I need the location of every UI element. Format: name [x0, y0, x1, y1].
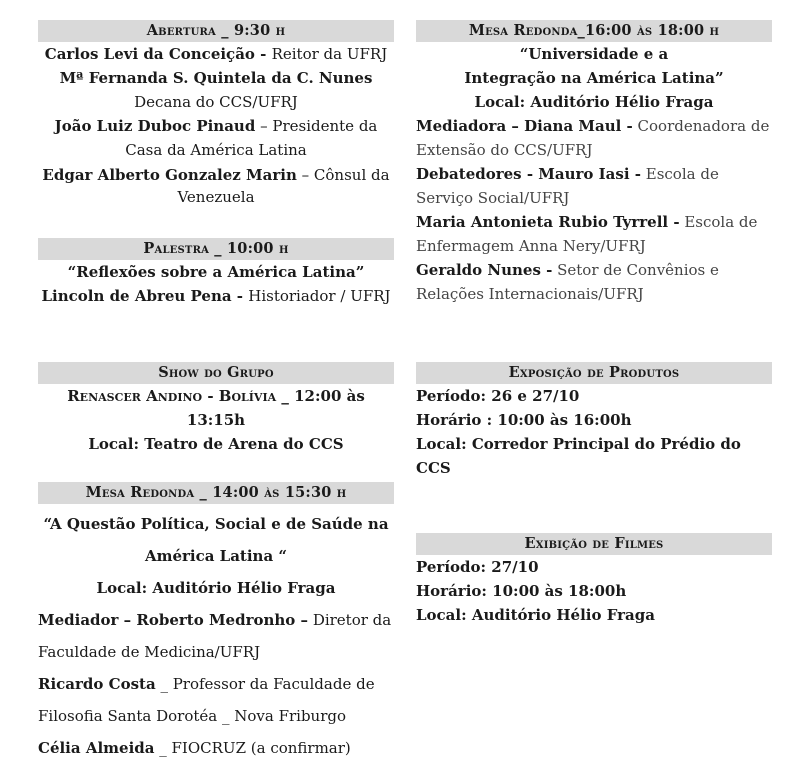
- exposicao-local: Local: Corredor Principal do Prédio do CCS: [416, 435, 741, 477]
- speaker-role: Reitor da UFRJ: [271, 45, 388, 63]
- mesa1-title-2: América Latina “: [144, 547, 288, 565]
- abertura-header: Abertura _ 9:30 h: [38, 20, 394, 42]
- speaker-role: Cônsul da Venezuela: [177, 166, 390, 206]
- mesa1-mediator: Mediador – Roberto Medronho – Diretor da Faculdade de Medicina/UFRJ: [38, 611, 392, 661]
- mesa2-debater: Geraldo Nunes - Setor de Convênios e Relações Internacionais/UFRJ: [416, 261, 719, 303]
- filmes-local: Local: Auditório Hélio Fraga: [416, 606, 655, 624]
- speaker-line: Edgar Alberto Gonzalez Marin – Cônsul da Venezuela: [42, 166, 390, 206]
- mesa2-debater: Maria Antonieta Rubio Tyrrell - Escola de Enfermagem Anna Nery/UFRJ: [416, 213, 758, 255]
- mesa2-section: [416, 20, 772, 306]
- palestra-header: Palestra _ 10:00 h: [38, 238, 394, 260]
- exposicao-horario: Horário : 10:00 às 16:00h: [416, 411, 632, 429]
- show-group: Renascer Andino - Bolívia: [67, 387, 277, 405]
- mesa1-panelist: Ricardo Costa _ Professor da Faculdade de Filosofia Santa Dorotéa _ Nova Friburgo: [38, 675, 375, 725]
- speaker-role: Presidente da Casa da América Latina: [125, 117, 378, 159]
- left-column: [38, 20, 394, 757]
- show-header: Show do Grupo: [38, 362, 394, 384]
- right-column: [416, 20, 772, 624]
- mesa1-local: Local: Auditório Hélio Fraga: [96, 579, 336, 597]
- show-local: Local: Teatro de Arena do CCS: [88, 435, 344, 453]
- exposicao-header: Exposição de Produtos: [416, 362, 772, 384]
- palestra-section: [38, 238, 394, 308]
- filmes-section: [416, 533, 772, 627]
- speaker-line: Carlos Levi da Conceição - Reitor da UFRJ: [44, 45, 388, 63]
- speaker-line: João Luiz Duboc Pinaud – Presidente da Casa da América Latina: [54, 117, 378, 159]
- filmes-periodo: Período: 27/10: [416, 558, 539, 576]
- speaker-name: Mª Fernanda S. Quintela da C. Nunes: [59, 69, 373, 87]
- speaker-line: [38, 66, 394, 114]
- speaker-name: João Luiz Duboc Pinaud: [54, 117, 256, 135]
- speaker-role: Decana do CCS/UFRJ: [134, 93, 298, 111]
- mesa2-mediator: Mediadora – Diana Maul - Coordenadora de Extensão do CCS/UFRJ: [416, 117, 770, 159]
- speaker-name: Edgar Alberto Gonzalez Marin: [42, 166, 297, 184]
- exposicao-section: [416, 362, 772, 480]
- mesa1-title-1: “A Questão Política, Social e de Saúde na: [43, 515, 389, 533]
- mesa2-title-2: Integração na América Latina”: [464, 69, 724, 87]
- palestra-title: “Reflexões sobre a América Latina”: [67, 263, 365, 281]
- show-section: [38, 362, 394, 456]
- mesa2-header: Mesa Redonda_16:00 às 18:00 h: [416, 20, 772, 42]
- filmes-horario: Horário: 10:00 às 18:00h: [416, 582, 627, 600]
- filmes-header: Exibição de Filmes: [416, 533, 772, 555]
- mesa1-panelist: Célia Almeida _ FIOCRUZ (a confirmar): [38, 739, 351, 757]
- speaker-name: Carlos Levi da Conceição: [44, 45, 255, 63]
- mesa2-title-1: “Universidade e a: [519, 45, 669, 63]
- mesa1-section: [38, 482, 394, 764]
- show-time: _ 12:00 às 13:15h: [186, 387, 365, 429]
- show-group-line: [38, 384, 394, 432]
- mesa2-local: Local: Auditório Hélio Fraga: [474, 93, 714, 111]
- mesa2-debater: Debatedores - Mauro Iasi - Escola de Serviço Social/UFRJ: [416, 165, 719, 207]
- exposicao-periodo: Período: 26 e 27/10: [416, 387, 580, 405]
- mesa1-header: Mesa Redonda _ 14:00 às 15:30 h: [38, 482, 394, 504]
- abertura-section: [38, 20, 394, 208]
- palestra-speaker: Lincoln de Abreu Pena - Historiador / UFRJ: [41, 287, 391, 305]
